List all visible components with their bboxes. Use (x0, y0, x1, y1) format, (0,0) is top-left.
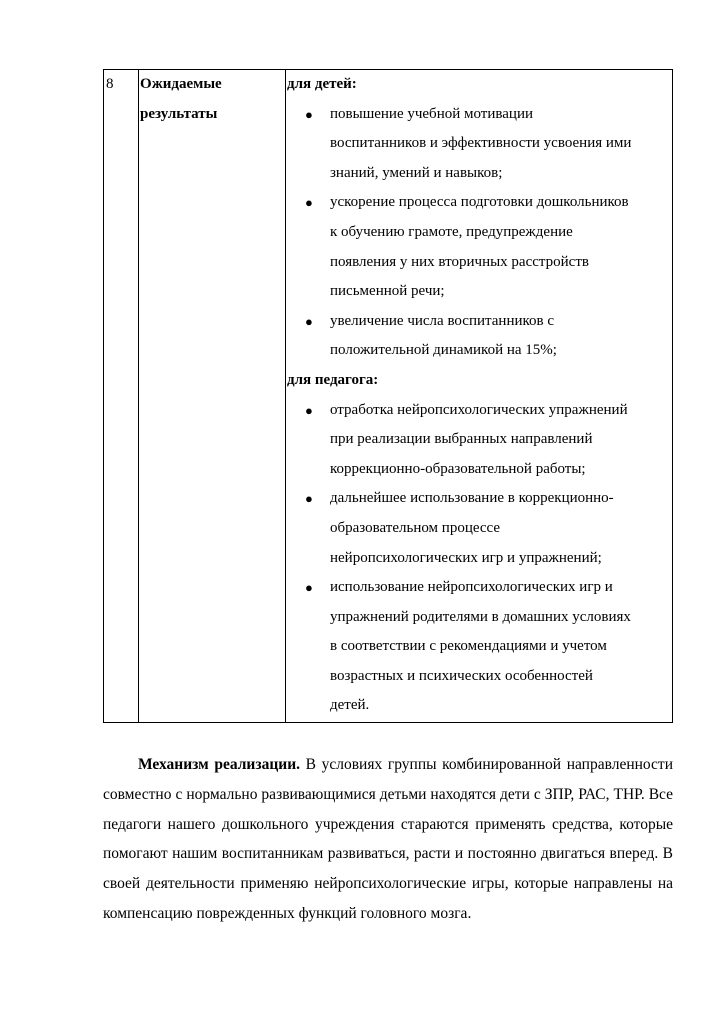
list-item-line: использование нейропсихологических игр и (330, 579, 613, 596)
list-item-line: к обучению грамоте, предупреждение (330, 223, 573, 240)
expected-results-cell (287, 70, 672, 721)
list-item (287, 484, 672, 573)
row-title-line: результаты (140, 105, 218, 122)
bullet-icon: ● (305, 106, 313, 122)
list-item (287, 307, 672, 366)
list-item-line: письменной речи; (330, 283, 445, 300)
list-item (287, 188, 672, 306)
list-item-line: положительной динамикой на 15%; (330, 342, 557, 359)
bullet-icon: ● (305, 195, 313, 211)
bullet-icon: ● (305, 491, 313, 507)
list-item-line: упражнений родителями в домашних условиях (330, 608, 631, 625)
list-item (287, 573, 672, 721)
list-item-line: в соответствии с рекомендациями и учетом (330, 638, 607, 655)
column-divider (138, 70, 139, 722)
list-item-line: нейропсихологических игр и упражнений; (330, 549, 602, 566)
list-item (287, 396, 672, 485)
list-item-line: возрастных и психических особенностей (330, 667, 593, 684)
list-item-line: повышение учебной мотивации (330, 105, 533, 122)
implementation-paragraph (103, 750, 673, 929)
list-item-line: знаний, умений и навыков; (330, 164, 503, 181)
paragraph-text: В условиях группы комбинированной направленности совместно с нормально развивающимися детьми находятся дети с ЗПР, РАС, ТНР. Все педагоги нашего дошкольного учреждения стараются применять средства, которые помогают нашим воспитанникам развиваться, расти и постоянно двигаться вперед. В своей деятельности применяю нейропсихологические игры, которые направлены на компенсацию поврежденных функций головного мозга. (103, 756, 673, 922)
paragraph-lead: Механизм реализации. (138, 756, 301, 773)
list-item-line: коррекционно-образовательной работы; (330, 460, 586, 477)
list-item-line: детей. (330, 697, 370, 714)
row-number: 8 (106, 76, 114, 92)
results-list (287, 396, 672, 722)
list-item-line: при реализации выбранных направлений (330, 431, 593, 448)
list-item (287, 100, 672, 189)
list-item-line: ускорение процесса подготовки дошкольников (330, 194, 629, 211)
bullet-icon: ● (305, 402, 313, 418)
group-heading: для педагога: (287, 371, 379, 388)
group-heading: для детей: (287, 76, 357, 92)
bullet-icon: ● (305, 580, 313, 596)
row-title-line: Ожидаемые (140, 76, 222, 92)
row-title (140, 70, 280, 129)
results-list (287, 100, 672, 366)
column-divider (285, 70, 286, 722)
list-item-line: появления у них вторичных расстройств (330, 253, 589, 270)
list-item-line: образовательном процессе (330, 519, 501, 536)
list-item-line: воспитанников и эффективности усвоения ими (330, 135, 632, 152)
list-item-line: увеличение числа воспитанников с (330, 312, 555, 329)
results-table (103, 69, 673, 723)
list-item-line: дальнейшее использование в коррекционно- (330, 490, 614, 507)
list-item-line: отработка нейропсихологических упражнений (330, 401, 628, 418)
bullet-icon: ● (305, 313, 313, 329)
